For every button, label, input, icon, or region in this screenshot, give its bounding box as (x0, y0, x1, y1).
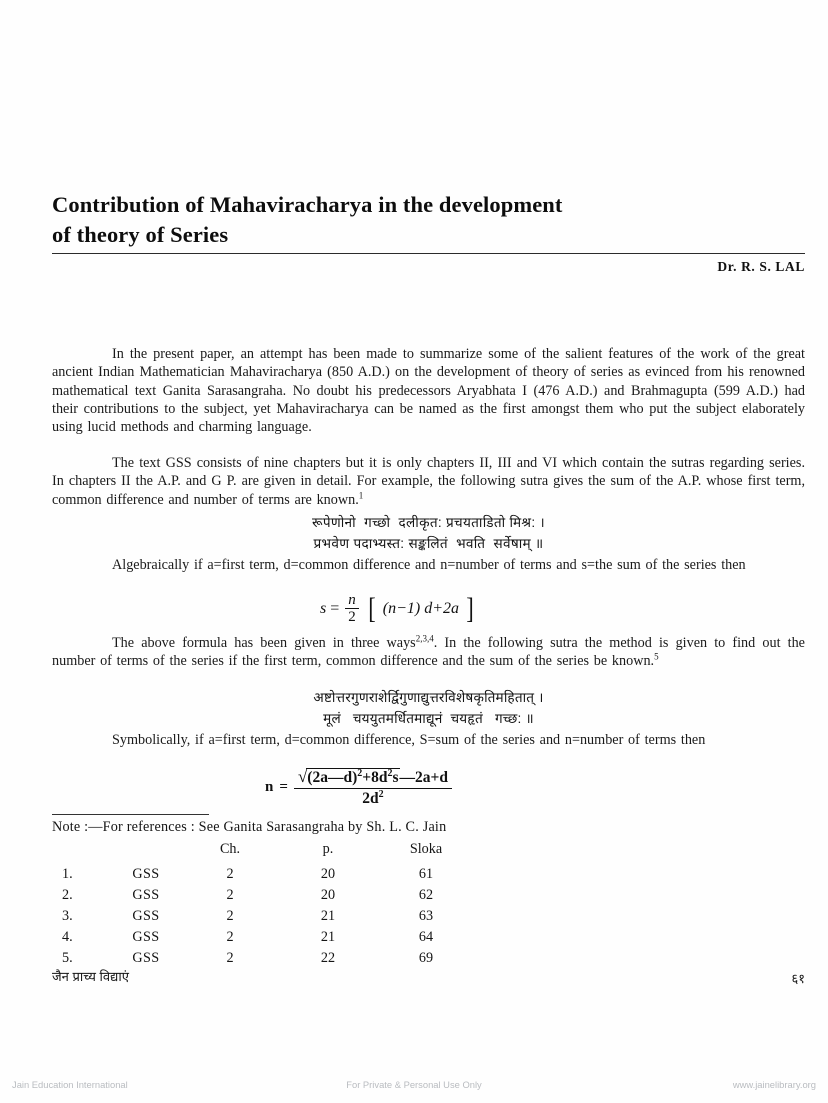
equation-1-equals: = (330, 599, 340, 617)
cell-index: 1. (62, 866, 73, 882)
cell-sloka: 69 (418, 950, 434, 966)
equation-2-numerator (294, 767, 452, 788)
cell-source: GSS (132, 908, 160, 924)
paragraph-gss-chapters (52, 454, 805, 509)
cell-chapter: 2 (226, 929, 234, 945)
cell-index: 4. (62, 929, 73, 945)
cell-index: 2. (62, 887, 73, 903)
article-title-line-1: Contribution of Mahaviracharya in the development (52, 192, 563, 217)
equation-2-equals: = (279, 778, 288, 795)
equation-1-expression (320, 592, 477, 625)
article-title-line-2: of theory of Series (52, 221, 229, 247)
running-footer-title: जैन प्राच्य विद्याएं (52, 969, 129, 984)
equation-2-numerator-tail: —2a+d (399, 769, 448, 786)
cell-sloka: 61 (418, 866, 434, 882)
sutra-block-2 (52, 687, 805, 729)
sutra-1-line-2: प्रभवेण पदाभ्यस्त: सङ्कलितं भवति सर्वेषाम् ॥ (313, 536, 544, 551)
paragraph-symbolically: Symbolically, if a=first term, d=common difference, S=sum of the series and n=number of terms then (112, 732, 706, 748)
cell-page: 20 (320, 866, 336, 882)
cell-source: GSS (132, 950, 160, 966)
cell-source: GSS (132, 866, 160, 882)
cell-page: 21 (320, 929, 336, 945)
column-header-index (52, 840, 110, 864)
scan-watermark-bar (0, 1074, 828, 1094)
equation-1-bracketed (365, 591, 477, 625)
equation-2-denominator-base: 2d (362, 789, 379, 807)
cell-page: 20 (320, 887, 336, 903)
equation-2-radicand-plus: +8d (362, 769, 388, 786)
reference-table (52, 840, 474, 969)
author-byline: Dr. R. S. LAL (717, 259, 805, 274)
cell-page: 21 (320, 908, 336, 924)
table-header-row (52, 840, 474, 864)
equation-2-lhs: n (265, 778, 274, 795)
equation-1-denominator: 2 (345, 608, 359, 625)
bracket-open-icon: [ (368, 591, 376, 625)
cell-chapter: 2 (226, 866, 234, 882)
cell-source: GSS (132, 887, 160, 903)
bracket-close-icon: ] (466, 591, 474, 625)
cell-source: GSS (132, 929, 160, 945)
table-row (52, 927, 474, 948)
footnote-ref-5: 5 (654, 651, 659, 662)
equation-2-denominator-exponent: 2 (378, 788, 384, 800)
page-title (52, 190, 752, 250)
column-header-chapter: Ch. (219, 841, 241, 857)
column-header-source (110, 840, 182, 864)
equation-1-body: (n−1) d+2a (382, 599, 459, 617)
equation-2-radicand-tail: s (392, 769, 399, 786)
equation-1-numerator: n (348, 592, 356, 608)
table-row (52, 948, 474, 969)
column-header-sloka: Sloka (409, 841, 443, 857)
table-row (52, 864, 474, 885)
watermark-website: www.jainelibrary.org (732, 1078, 816, 1090)
cell-page: 22 (320, 950, 336, 966)
watermark-organization: Jain Education International (12, 1078, 128, 1090)
sutra-2-line-2: मूलं चययुतमर्धितमाद्यूनं चयहृतं गच्छ: ॥ (323, 711, 534, 726)
footnote-ref-1: 1 (358, 489, 364, 500)
equation-2-radicand-exponent: 2 (357, 767, 363, 779)
table-row (52, 885, 474, 906)
cell-index: 3. (62, 908, 73, 924)
equation-1-fraction (345, 592, 359, 625)
cell-chapter: 2 (226, 908, 234, 924)
sqrt-icon: √ (297, 767, 308, 786)
equation-2-radicand-exponent-2: 2 (387, 767, 393, 779)
cell-index: 5. (62, 950, 73, 966)
column-header-page: p. (322, 841, 334, 857)
note-divider (52, 814, 209, 815)
footnote-ref-234: 2,3,4 (415, 633, 434, 644)
cell-chapter: 2 (226, 887, 234, 903)
sutra-1-line-1: रूपेणोनो गच्छो दलीकृत: प्रचयताडितो मिश्र: । (312, 515, 545, 530)
paragraph-three-ways (52, 634, 805, 671)
paragraph-intro: In the present paper, an attempt has been made to summarize some of the salient features of the work of the great ancient Indian Mathematician Mahaviracharya (850 A.D.) on the development of theory of series as evinced from his renowned mathematical text Ganita Sarasangraha. No doubt his predecessors Aryabhata I (476 A.D.) and Brahmagupta (599 A.D.) had their contributions to the subject, yet Mahaviracharya can be named as the first amongst them who put the subject elaborately using lucid methods and charming language. (52, 346, 805, 436)
cell-sloka: 62 (418, 887, 434, 903)
cell-chapter: 2 (226, 950, 234, 966)
article-title (52, 190, 752, 250)
watermark-usage-notice: For Private & Personal Use Only (346, 1078, 482, 1090)
equation-1-lhs: s (319, 599, 327, 617)
sutra-2-line-1: अष्टोत्तरगुणराशेर्द्विगुणाद्युत्तरविशेषकृतिमहितात् । (313, 690, 544, 705)
equation-2-denominator (294, 788, 452, 808)
equation-number-of-terms (52, 767, 805, 808)
cell-sloka: 63 (418, 908, 434, 924)
paragraph-three-ways-text-b: . In the following sutra the method is given to find out the number of terms of the series if the first term, common difference and the sum of the series be known. (52, 635, 805, 670)
paragraph-algebraic: Algebraically if a=first term, d=common difference and n=number of terms and s=the sum of the series then (112, 557, 746, 573)
equation-2-expression (265, 767, 452, 808)
paragraph-gss-chapters-text: The text GSS consists of nine chapters but it is only chapters II, III and VI which contain the sutras regarding series. In chapters II the A.P. and G P. are given in detail. For example, the following sutra gives the sum of the A.P. whose first term, common difference and number of terms are known. (52, 455, 805, 508)
sutra-block-1 (52, 512, 805, 554)
cell-sloka: 64 (418, 929, 434, 945)
note-references: Note :—For references : See Ganita Sarasangraha by Sh. L. C. Jain (52, 819, 447, 835)
table-row (52, 906, 474, 927)
equation-2-radicand (306, 768, 399, 786)
equation-2-fraction (294, 767, 452, 808)
page-number: ६१ (791, 971, 805, 986)
header-divider (52, 253, 805, 254)
paragraph-three-ways-text-a: The above formula has been given in three ways (112, 635, 416, 651)
equation-2-radicand-base: (2a—d) (307, 769, 358, 786)
equation-sum-of-ap (52, 592, 805, 625)
